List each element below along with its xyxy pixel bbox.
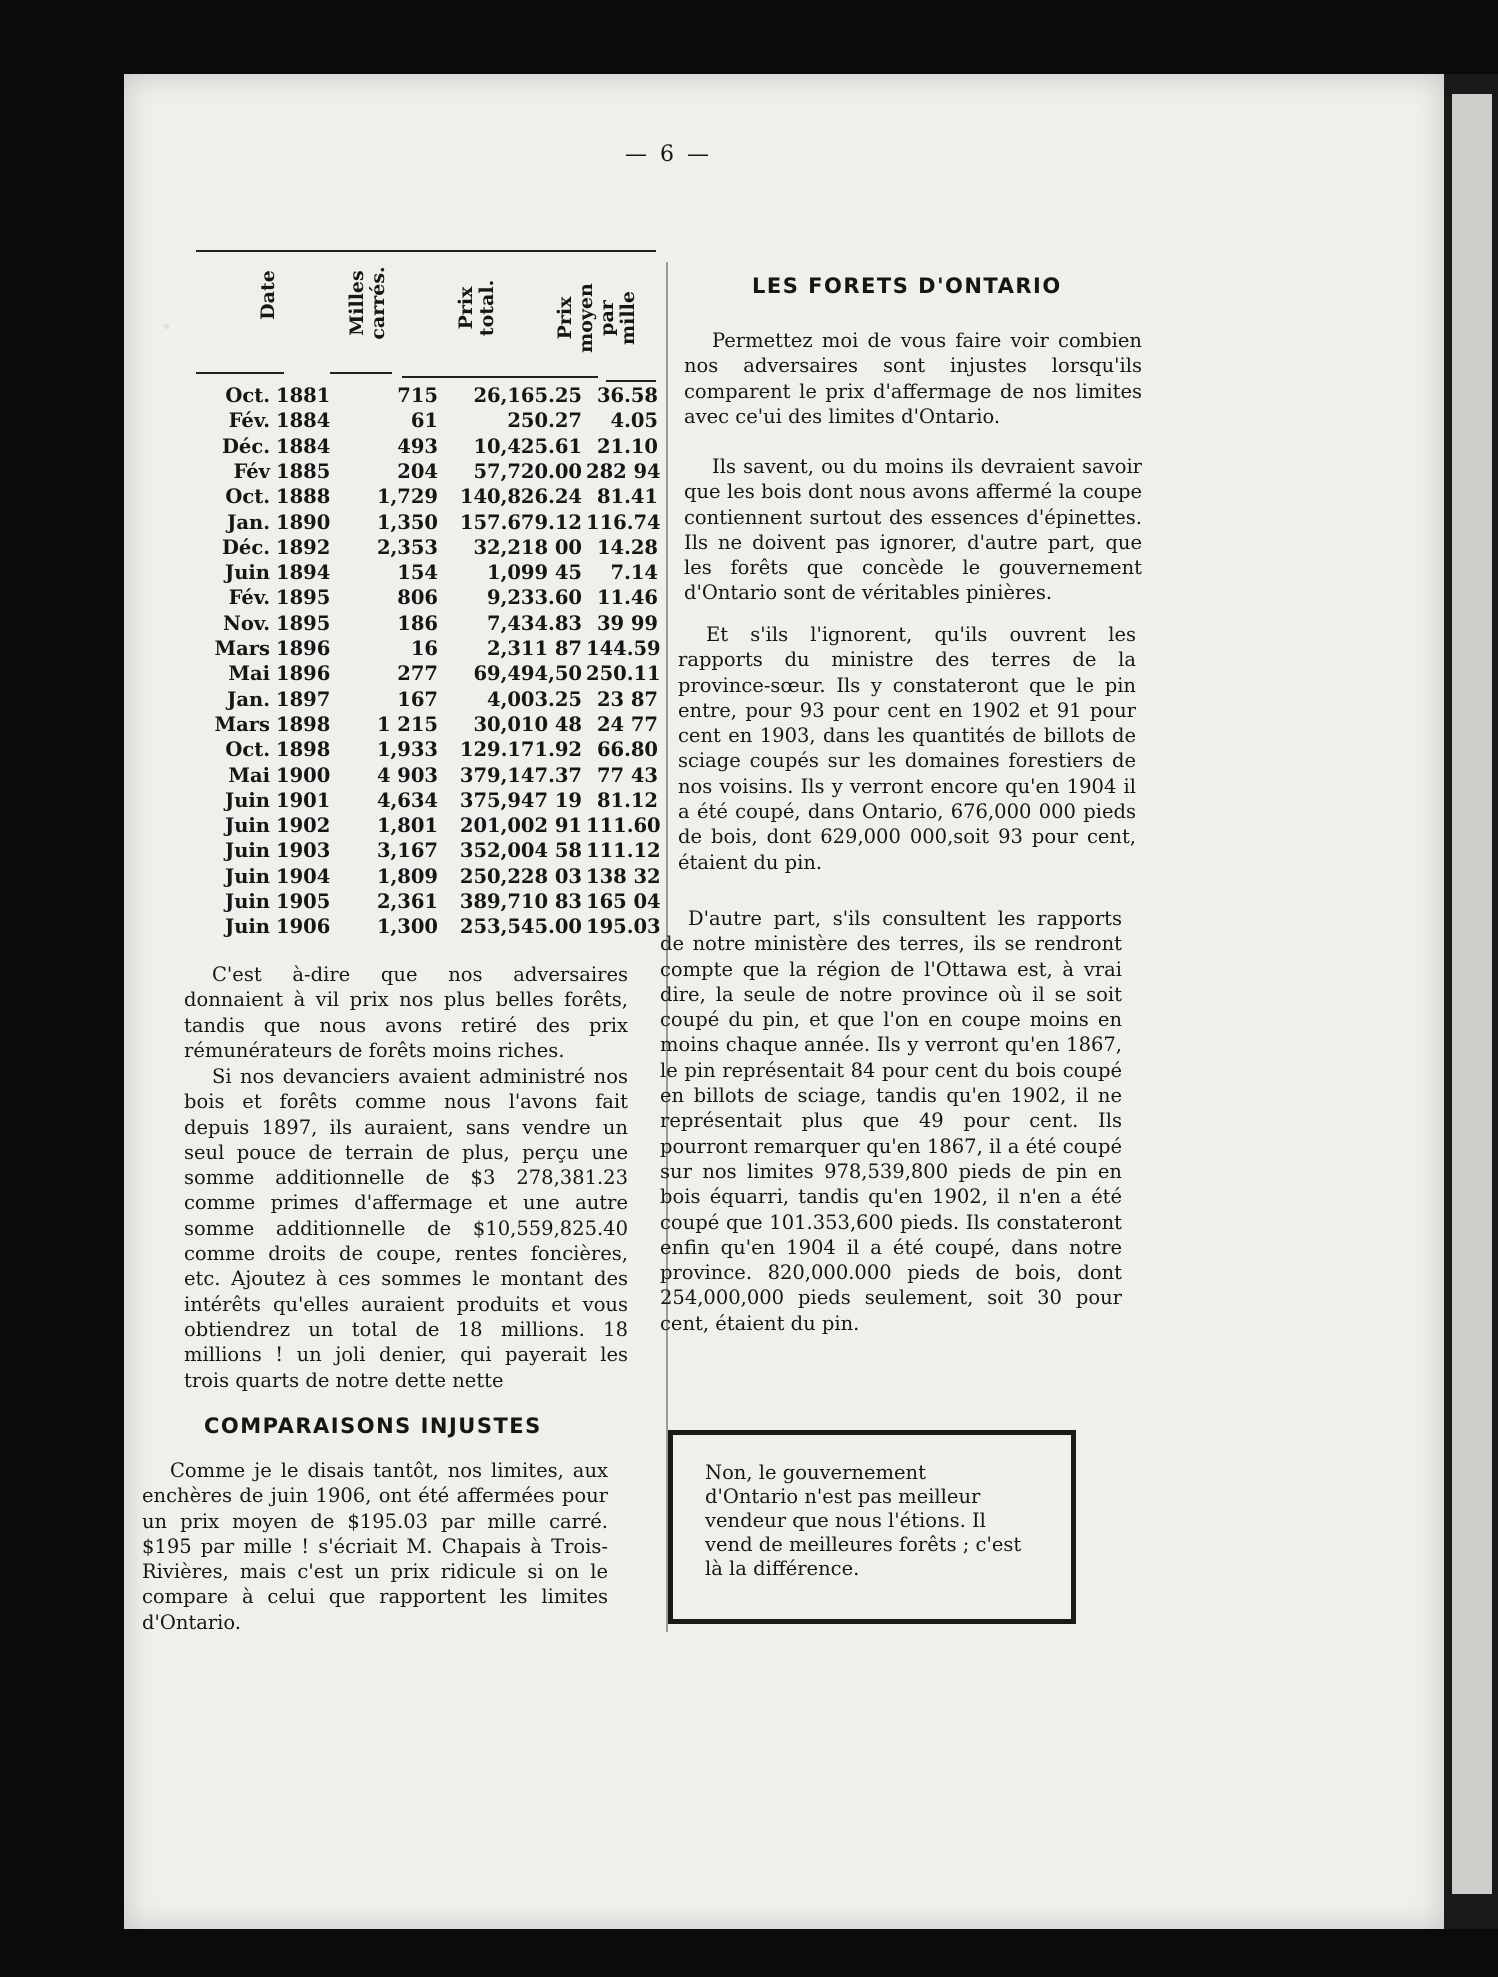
row-average-price: 21.10: [596, 434, 658, 458]
header-miles-1: Milles: [346, 270, 368, 336]
row-average-price: 144.59: [586, 637, 661, 660]
row-average-price: 81.41: [596, 485, 658, 509]
row-total-price: 379,147.37: [459, 763, 582, 787]
table-row: [190, 890, 660, 915]
row-year: 1894: [276, 561, 331, 585]
row-square-miles: 1,350: [376, 510, 438, 534]
table-row: [190, 435, 660, 460]
row-year: 1904: [276, 864, 331, 888]
row-square-miles: 277: [397, 662, 438, 686]
row-square-miles: 4,634: [376, 788, 438, 812]
row-average-price: 14.28: [596, 535, 658, 559]
table-row: [190, 814, 660, 839]
header-avg-3: par: [596, 300, 618, 336]
row-month: Jan.: [227, 687, 270, 711]
row-month: Oct.: [225, 738, 270, 762]
row-total-price: 140,826.24: [459, 485, 582, 509]
right-paragraph-2: Ils savent, ou du moins ils devraient savoir que les bois dont nous avons affermé la coupe contiennent surtout des essences d'épinettes. Ils ne doivent pas ignorer, d'autre part, que les forêts que concède le gouvernement d'Ontario sont de véritables pinières.: [684, 455, 1142, 605]
header-miles-2: carrés.: [367, 266, 389, 340]
row-total-price: 250,228 03: [459, 864, 582, 888]
table-row: [190, 839, 660, 864]
row-month: Juin: [225, 864, 270, 888]
row-square-miles: 3,167: [376, 839, 438, 863]
row-total-price: 253,545.00: [459, 915, 582, 939]
row-total-price: 69,494,50: [473, 662, 582, 686]
table-row: [190, 384, 660, 409]
table-row: [190, 637, 660, 662]
row-month: Juin: [225, 788, 270, 812]
row-year: 1884: [276, 409, 331, 433]
table-row: [190, 485, 660, 510]
row-average-price: 81.12: [596, 788, 658, 812]
table-row: [190, 738, 660, 763]
table-row: [190, 865, 660, 890]
row-average-price: 66.80: [596, 738, 658, 762]
row-square-miles: 2,361: [376, 890, 438, 913]
row-total-price: 7,434.83: [487, 611, 582, 635]
table-row: [190, 460, 660, 485]
row-average-price: 111.60: [586, 814, 661, 838]
row-square-miles: 16: [410, 637, 438, 660]
table-header-rule: [402, 376, 598, 378]
table-row: [190, 511, 660, 536]
header-date: Date: [257, 270, 279, 320]
row-square-miles: 715: [397, 384, 438, 407]
left-paragraph-3: Comme je le disais tantôt, nos limites, aux enchères de juin 1906, ont été affermées pour un prix moyen de $195.03 par mille carré. $195 par mille ! s'écriait M. Chapais à Trois-Rivières, mais c'est un prix ridicule si on le compare à celui que rapportent les limites d'Ontario.: [142, 1459, 608, 1634]
row-average-price: 23 87: [596, 687, 658, 711]
right-paragraph-1: Permettez moi de vous faire voir combien nos adversaires sont injustes lorsqu'ils comparent le prix d'affermage de nos limites avec ce'ui des limites d'Ontario.: [684, 329, 1142, 428]
row-month: Déc.: [222, 434, 270, 458]
row-average-price: 138 32: [586, 864, 661, 888]
table-row: [190, 586, 660, 611]
table-row: [190, 789, 660, 814]
speck: [164, 324, 169, 329]
row-total-price: 352,004 58: [459, 839, 582, 863]
row-month: Juin: [225, 915, 270, 939]
heading-comparaisons: COMPARAISONS INJUSTES: [204, 1414, 542, 1438]
row-total-price: 10,425.61: [473, 434, 582, 458]
row-total-price: 26,165.25: [473, 384, 582, 407]
table-row: [190, 713, 660, 738]
header-avg-4: mille: [617, 291, 639, 345]
row-total-price: 4,003.25: [487, 687, 582, 711]
row-month: Juin: [225, 814, 270, 838]
row-month: Mai: [228, 763, 270, 787]
row-square-miles: 61: [410, 409, 438, 433]
row-month: Juin: [225, 839, 270, 863]
row-year: 1888: [276, 485, 331, 509]
row-year: 1903: [276, 839, 331, 863]
row-month: Jan.: [227, 510, 270, 534]
row-year: 1881: [276, 384, 331, 407]
row-total-price: 129.171.92: [459, 738, 582, 762]
row-total-price: 30,010 48: [473, 712, 582, 736]
row-average-price: 111.12: [586, 839, 661, 863]
row-total-price: 389,710 83: [459, 890, 582, 913]
left-paragraph-2: Si nos devanciers avaient administré nos bois et forêts comme nous l'avons fait depuis 1897, ils auraient, sans vendre un seul pouce de terrain de plus, perçu une somme additionnelle de $3 278,381.23 comme primes d'affermage et une autre somme additionnelle de $10,559,825.40 comme droits de coupe, rentes foncières, etc. Ajoutez à ces sommes le montant des intérêts qu'elles auraient produits et vous obtiendrez un total de 18 millions. 18 millions ! un joli denier, qui payerait les trois quarts de notre dette nette: [184, 1065, 628, 1392]
row-square-miles: 1,729: [376, 485, 438, 509]
row-average-price: 39 99: [596, 611, 658, 635]
row-total-price: 9,233.60: [487, 586, 582, 610]
row-square-miles: 154: [397, 561, 438, 585]
row-total-price: 375,947 19: [459, 788, 582, 812]
row-square-miles: 806: [397, 586, 438, 610]
table-row: [190, 536, 660, 561]
row-square-miles: 167: [397, 687, 438, 711]
row-total-price: 201,002 91: [459, 814, 582, 838]
row-square-miles: 2,353: [376, 535, 438, 559]
left-paragraph-1: C'est à-dire que nos adversaires donnaient à vil prix nos plus belles forêts, tandis que nous avons retiré des prix rémunérateurs de forêts moins riches.: [184, 963, 628, 1062]
row-month: Oct.: [225, 384, 270, 407]
row-average-price: 250.11: [586, 662, 661, 686]
row-month: Fév.: [228, 586, 270, 610]
row-square-miles: 4 903: [376, 763, 438, 787]
row-total-price: 250.27: [507, 409, 582, 433]
header-total-2: total.: [476, 279, 498, 337]
boxed-note-text: Non, le gouvernement d'Ontario n'est pas meilleur vendeur que nous l'étions. Il vend de meilleures forêts ; c'est là la différence.: [705, 1461, 1022, 1580]
row-month: Mars: [214, 712, 270, 736]
header-avg-2: moyen: [575, 283, 597, 353]
row-year: 1905: [276, 890, 331, 913]
row-year: 1890: [276, 510, 331, 534]
row-total-price: 157.679.12: [459, 510, 582, 534]
row-year: 1902: [276, 814, 331, 838]
row-total-price: 2,311 87: [487, 637, 582, 660]
table-row: [190, 688, 660, 713]
row-total-price: 32,218 00: [473, 535, 582, 559]
row-average-price: 36.58: [596, 384, 658, 407]
row-year: 1898: [276, 738, 331, 762]
table-row: [190, 915, 660, 940]
row-total-price: 57,720.00: [473, 459, 582, 483]
row-month: Juin: [225, 561, 270, 585]
table-row: [190, 662, 660, 687]
boxed-note: [668, 1430, 1076, 1624]
row-average-price: 77 43: [596, 763, 658, 787]
row-total-price: 1,099 45: [487, 561, 582, 585]
table-row: [190, 612, 660, 637]
row-year: 1895: [276, 611, 331, 635]
row-month: Oct.: [225, 485, 270, 509]
header-avg-1: Prix: [554, 296, 576, 340]
row-year: 1906: [276, 915, 331, 939]
header-total-1: Prix: [455, 286, 477, 330]
row-month: Mars: [214, 637, 270, 660]
row-average-price: 24 77: [596, 712, 658, 736]
row-month: Fév: [233, 459, 270, 483]
table-row: [190, 764, 660, 789]
row-year: 1897: [276, 687, 331, 711]
row-month: Déc.: [222, 535, 270, 559]
row-year: 1896: [276, 637, 331, 660]
row-year: 1900: [276, 763, 331, 787]
row-square-miles: 1,809: [376, 864, 438, 888]
row-year: 1901: [276, 788, 331, 812]
row-year: 1885: [276, 459, 331, 483]
row-square-miles: 1,801: [376, 814, 438, 838]
row-average-price: 282 94: [586, 459, 661, 483]
heading-forets-ontario: LES FORETS D'ONTARIO: [752, 274, 1062, 298]
row-average-price: 7.14: [610, 561, 658, 585]
table-header-rule: [196, 372, 284, 374]
row-square-miles: 1,300: [376, 915, 438, 939]
row-average-price: 4.05: [610, 409, 658, 433]
adjacent-page-edge: [1444, 74, 1498, 1929]
row-month: Nov.: [223, 611, 270, 635]
row-average-price: 116.74: [586, 510, 661, 534]
row-month: Fév.: [228, 409, 270, 433]
table-header-rule: [330, 372, 392, 374]
table-row: [190, 561, 660, 586]
row-square-miles: 493: [397, 434, 438, 458]
row-month: Juin: [225, 890, 270, 913]
table-header-rule: [606, 380, 656, 382]
row-year: 1896: [276, 662, 331, 686]
row-year: 1884: [276, 434, 331, 458]
row-average-price: 11.46: [596, 586, 658, 610]
row-square-miles: 1 215: [376, 712, 438, 736]
right-paragraph-3: Et s'ils l'ignorent, qu'ils ouvrent les rapports du ministre des terres de la province-sœur. Ils y constateront que le pin entre, pour 93 pour cent en 1902 et 91 pour cent en 1903, dans les quantités de billots de sciage coupés sur les domaines forestiers de nos voisins. Ils y verront encore qu'en 1904 il a été coupé, dans Ontario, 676,000 000 pieds de bois, dont 629,000 000,soit 93 pour cent, étaient du pin.: [678, 623, 1136, 874]
row-year: 1898: [276, 712, 331, 736]
row-month: Mai: [228, 662, 270, 686]
row-year: 1895: [276, 586, 331, 610]
row-square-miles: 1,933: [376, 738, 438, 762]
page-number: — 6 —: [625, 142, 712, 167]
row-square-miles: 204: [397, 459, 438, 483]
row-average-price: 165 04: [586, 890, 661, 913]
row-square-miles: 186: [397, 611, 438, 635]
table-row: [190, 409, 660, 434]
row-year: 1892: [276, 535, 331, 559]
right-paragraph-4: D'autre part, s'ils consultent les rapports de notre ministère des terres, ils se rendront compte que la région de l'Ottawa est, à vrai dire, la seule de notre province où il se soit coupé du pin, et que l'on en coupe moins en moins chaque année. Ils y verront qu'en 1867, le pin représentait 84 pour cent du bois coupé en billots de sciage, tandis qu'en 1902, il ne représentait plus que 49 pour cent. Ils pourront remarquer qu'en 1867, il a été coupé sur nos limites 978,539,800 pieds de pin en bois équarri, tandis qu'en 1902, il n'en a été coupé que 101.353,600 pieds. Ils constateront enfin qu'en 1904 il a été coupé, dans notre province. 820,000.000 pieds de bois, dont 254,000,000 pieds seulement, soit 30 pour cent, étaient du pin.: [660, 907, 1122, 1335]
row-average-price: 195.03: [586, 915, 661, 939]
